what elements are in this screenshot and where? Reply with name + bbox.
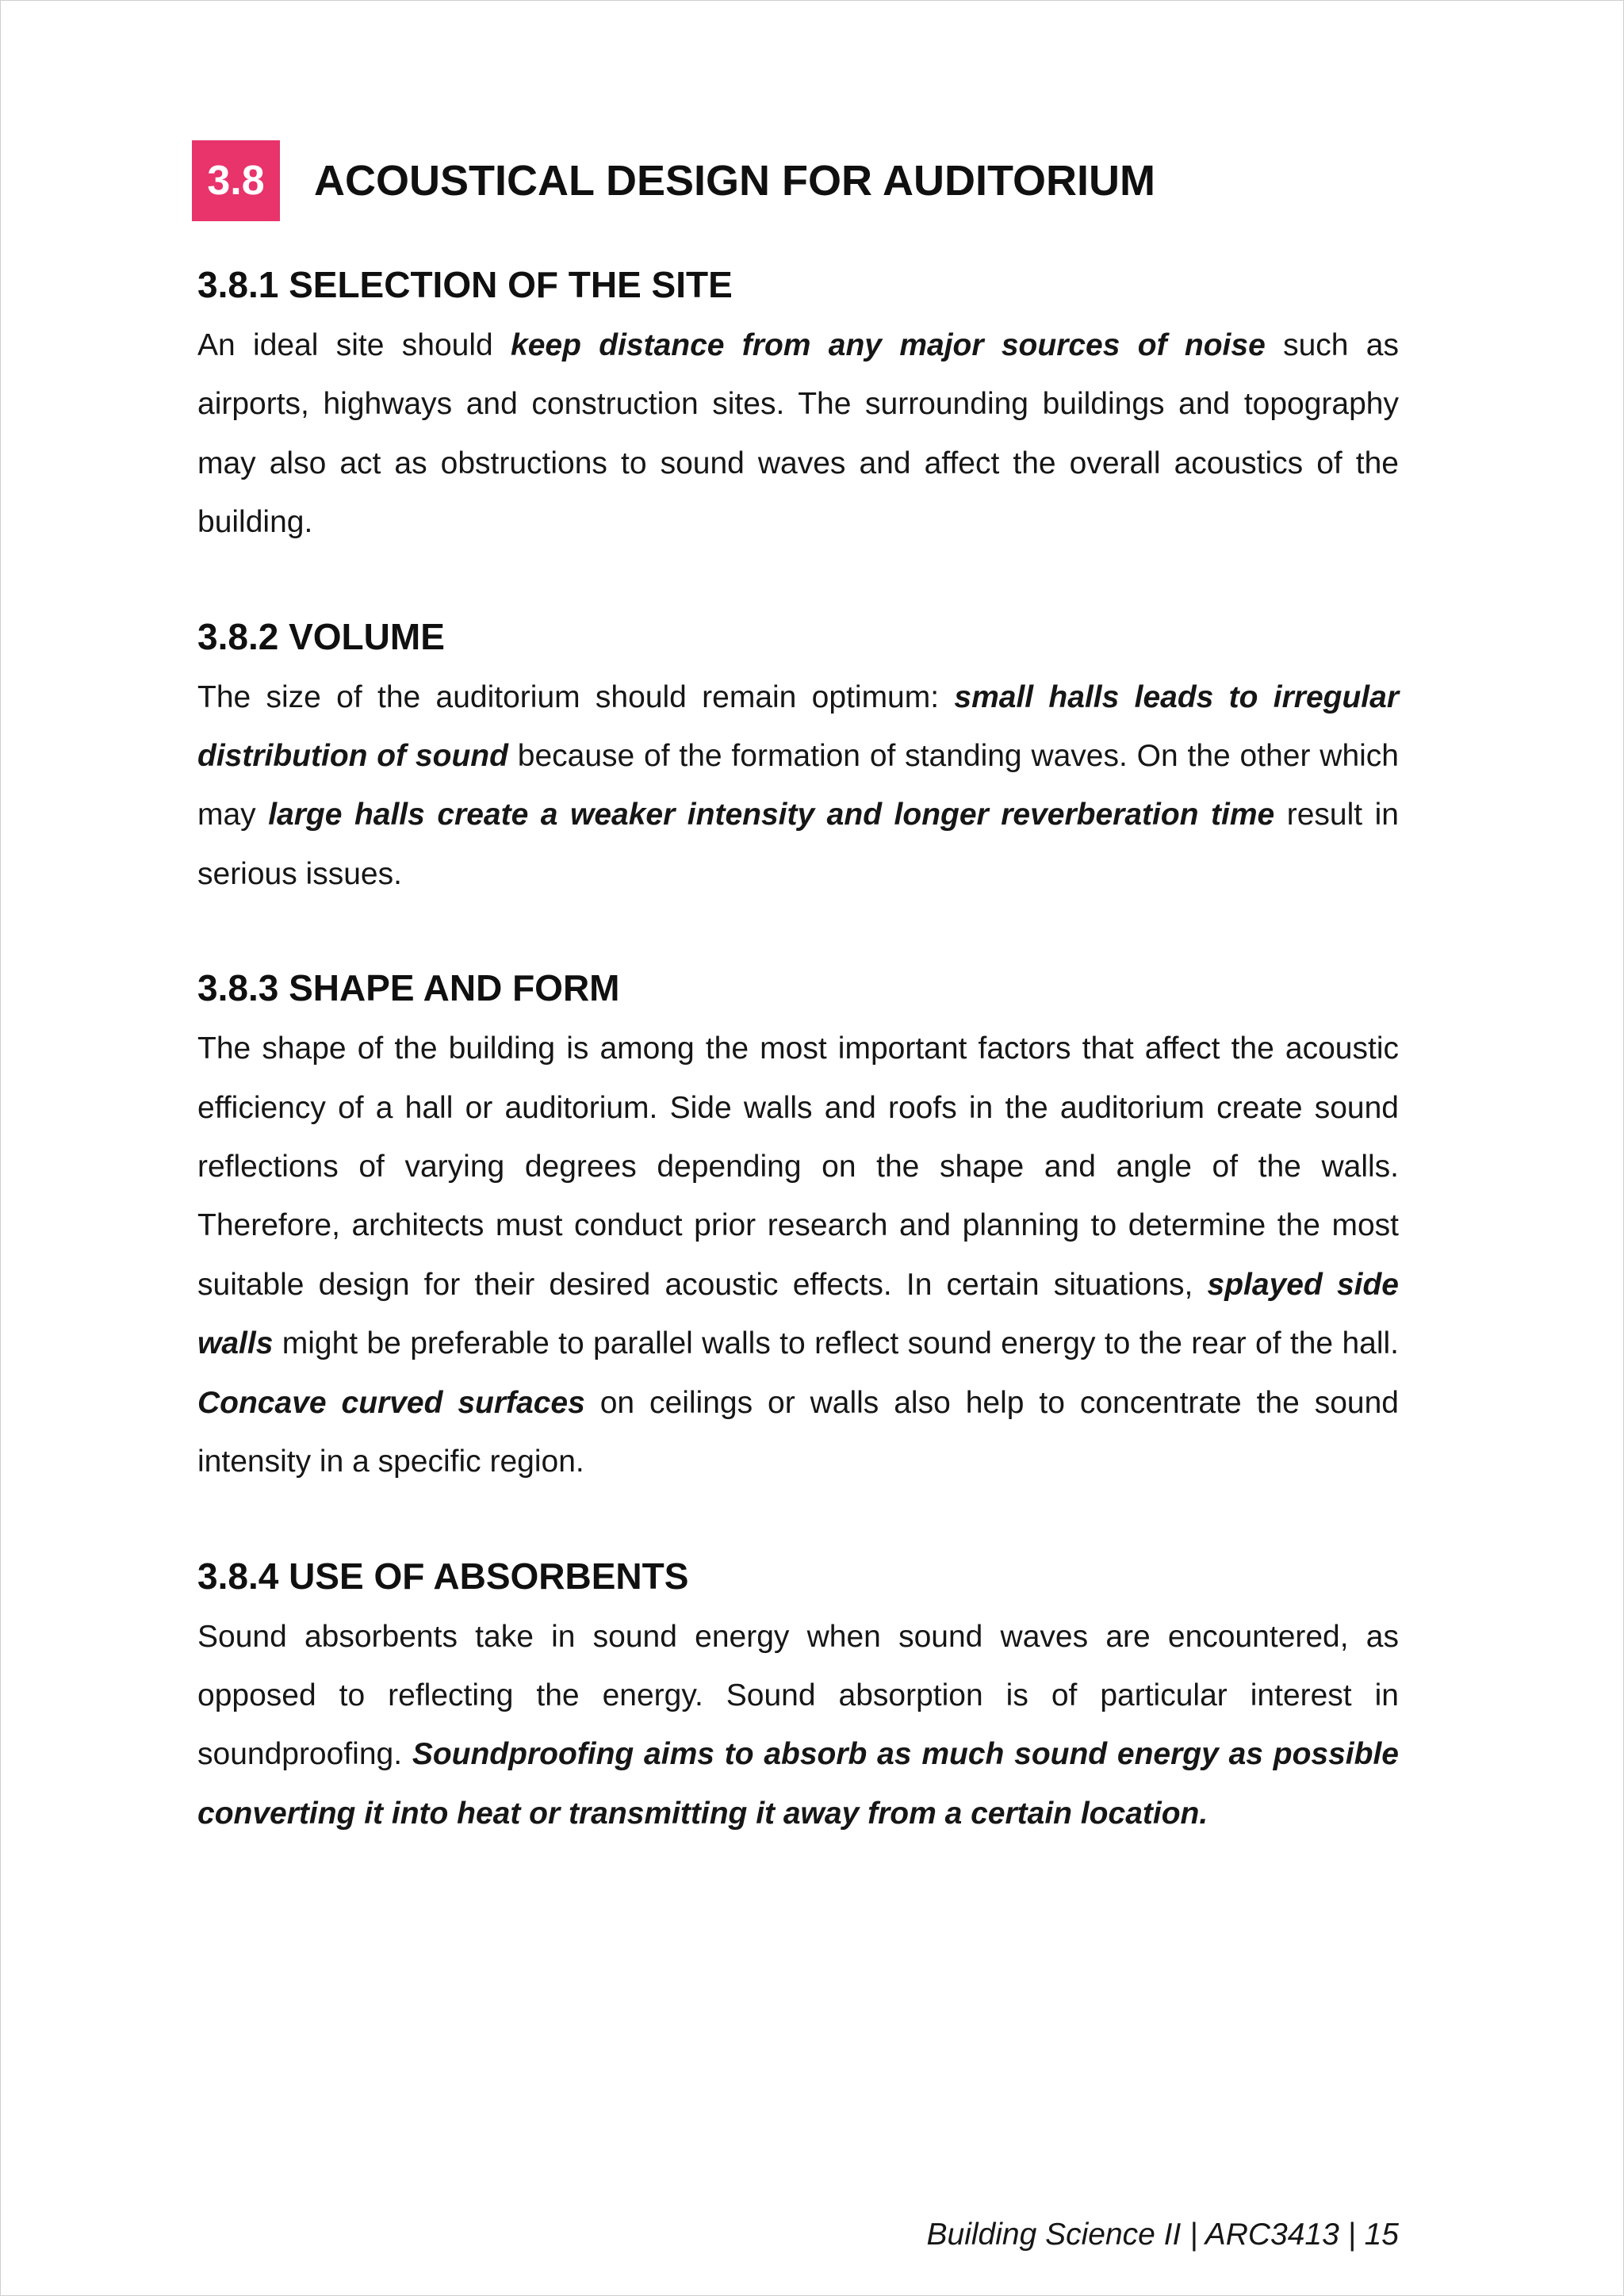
text-segment: on ceilings or walls also help to concentrate the sound intensity in a specific region. xyxy=(197,1385,1399,1479)
text-segment: such as airports, highways and construction sites. The surrounding buildings and topography may also act as obstructions to sound waves and affect the overall acoustics of the building. xyxy=(197,328,1399,540)
paragraph xyxy=(197,668,1399,905)
text-segment: An ideal site should xyxy=(197,328,511,362)
page-footer: Building Science II | ARC3413 | 15 xyxy=(926,2218,1399,2252)
subsection-title: 3.8.4 USE OF ABSORBENTS xyxy=(197,1555,689,1597)
text-segment: result in serious issues. xyxy=(197,798,1399,891)
emphasized-text: Concave curved surfaces xyxy=(197,1385,585,1420)
subsection-volume xyxy=(197,611,1399,905)
text-segment: The shape of the building is among the most important factors that affect the acoustic efficiency of a hall or auditorium. Side walls and roofs in the auditorium create sound reflections of varying degrees depending on the shape and angle of the walls. Therefore, architects must conduct prior research and planning to determine the most suitable design for their desired acoustic effects. In certain situations, xyxy=(197,1031,1399,1302)
paragraph xyxy=(197,1020,1399,1491)
subsection-title: 3.8.3 SHAPE AND FORM xyxy=(197,967,620,1009)
text-segment: because of the formation of standing waves. On the other which may xyxy=(197,739,1399,832)
subsection-title: 3.8.1 SELECTION OF THE SITE xyxy=(197,264,733,305)
paragraph xyxy=(197,316,1399,553)
emphasized-text: splayed side walls xyxy=(197,1267,1399,1361)
section-title: ACOUSTICAL DESIGN FOR AUDITORIUM xyxy=(314,157,1156,205)
subsection-shape-and-form xyxy=(197,962,1399,1491)
text-segment: Sound absorbents take in sound energy when sound waves are encountered, as opposed to reflecting the energy. Sound absorption is of particular interest in soundproofing. xyxy=(197,1619,1399,1772)
subsection-site-selection xyxy=(197,259,1399,553)
emphasized-text: Soundproofing aims to absorb as much sound energy as possible converting it into heat or transmitting it away from a certain location. xyxy=(197,1737,1399,1831)
text-segment: might be preferable to parallel walls to reflect sound energy to the rear of the hall. xyxy=(273,1326,1399,1361)
text-segment: The size of the auditorium should remain optimum: xyxy=(197,679,955,714)
emphasized-text: large halls create a weaker intensity and longer reverberation time xyxy=(268,798,1275,832)
section-header xyxy=(192,140,1155,221)
emphasized-text: small halls leads to irregular distribution of sound xyxy=(197,679,1399,774)
section-content xyxy=(197,259,1399,1902)
section-number-badge: 3.8 xyxy=(192,140,280,221)
subsection-absorbents xyxy=(197,1551,1399,1844)
emphasized-text: keep distance from any major sources of noise xyxy=(511,328,1266,362)
subsection-title: 3.8.2 VOLUME xyxy=(197,615,445,657)
paragraph xyxy=(197,1608,1399,1844)
